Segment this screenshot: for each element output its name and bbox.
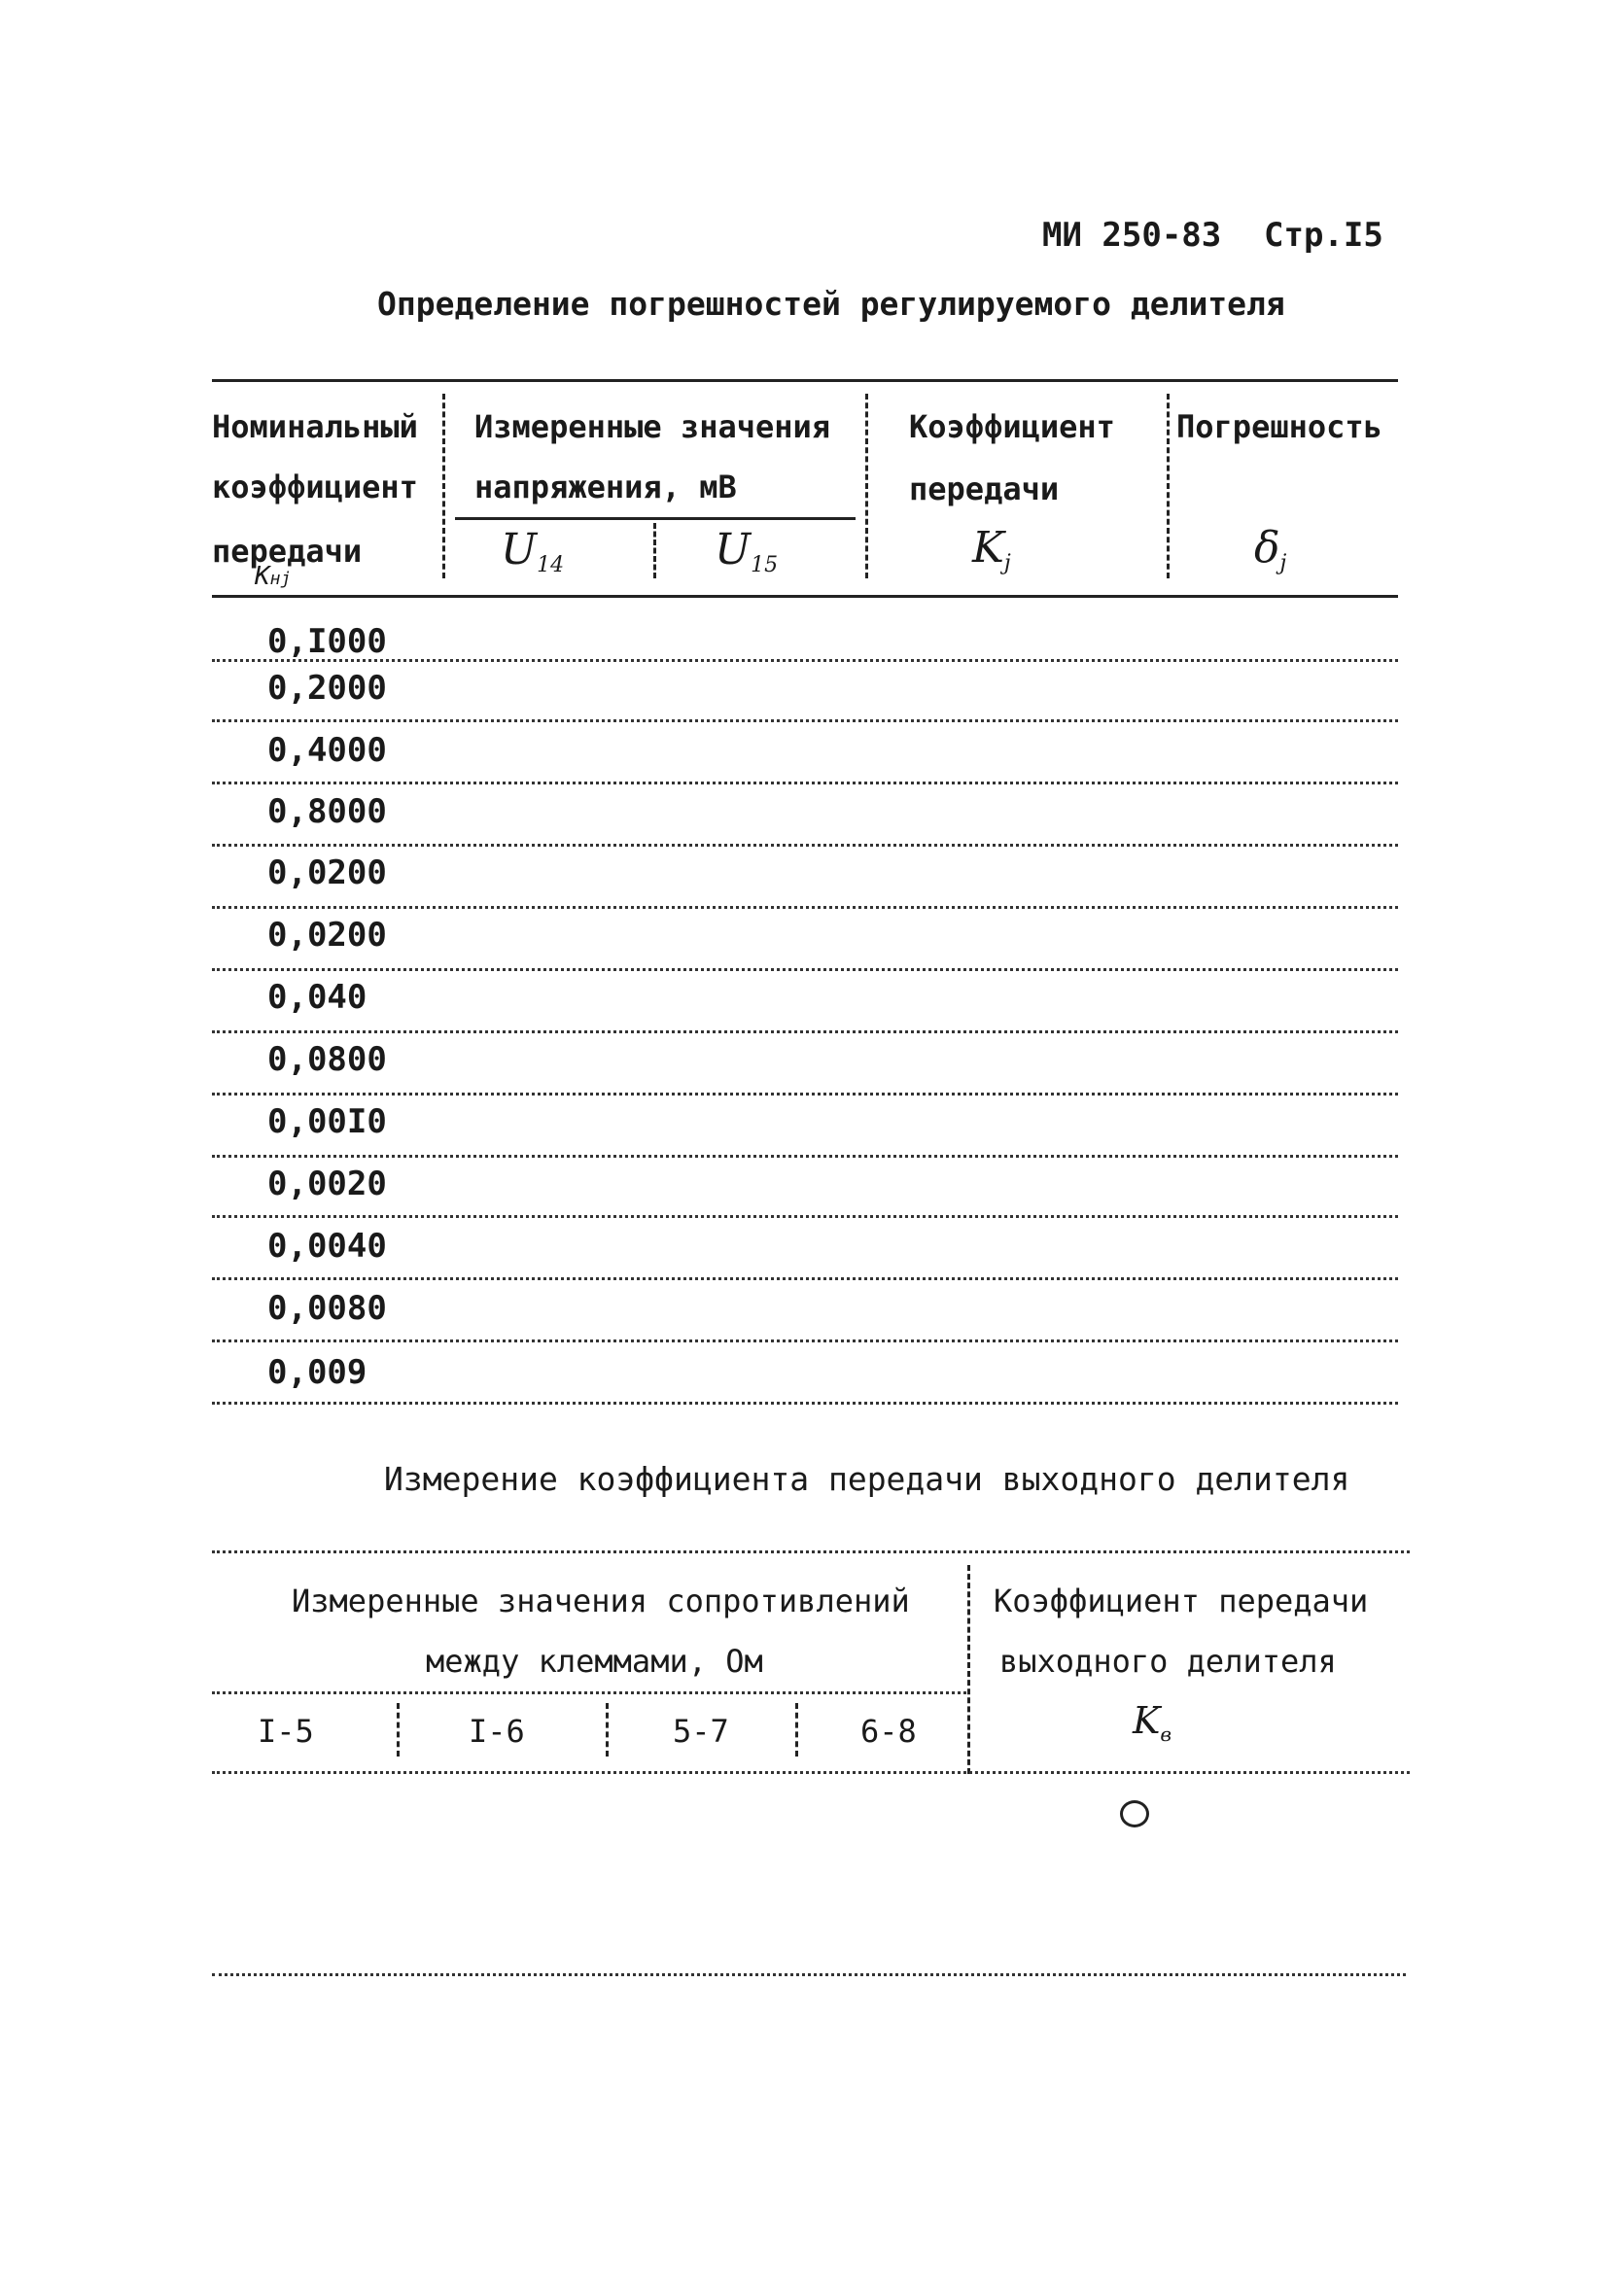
col-nominal-line1: Номинальный [212, 408, 418, 445]
row-divider [212, 1093, 1398, 1096]
table-top-border [212, 379, 1398, 382]
table-row: 0,4000 [267, 731, 387, 770]
table-row: 0,009 [267, 1353, 367, 1392]
row-divider [212, 782, 1398, 784]
terminal-label: I-6 [469, 1713, 525, 1750]
u14-u15-divider [653, 523, 656, 578]
page-number: Стр.I5 [1264, 216, 1383, 255]
header-divider-2 [865, 394, 868, 578]
terminal-divider [397, 1703, 400, 1757]
table-row: 0,0020 [267, 1165, 387, 1203]
col-nominal-line2: коэффициент [212, 469, 418, 505]
col-nominal-symbol: Kнj [255, 562, 292, 591]
table2-top-border [212, 1550, 1410, 1553]
row-divider [212, 968, 1398, 971]
table-row: 0,0800 [267, 1040, 387, 1079]
page-footer-line [212, 1973, 1406, 1976]
u14-label: $U_{14}$ [501, 525, 565, 577]
col-coef-line1: Коэффициент [909, 408, 1115, 445]
table-row: 0,2000 [267, 669, 387, 708]
terminal-divider [795, 1703, 798, 1757]
col-output-coef-line1: Коэффициент передачи [994, 1583, 1369, 1619]
terminals-header-line [212, 1691, 966, 1694]
row-divider [212, 719, 1398, 722]
document-code: МИ 250-83 [1042, 216, 1222, 255]
header-divider-3 [1167, 394, 1170, 578]
col-nominal-line3: передачи [212, 533, 363, 570]
coef-symbol: $K_j$ [972, 523, 1011, 575]
table-row: 0,I000 [267, 622, 387, 661]
table-row: 0,0200 [267, 916, 387, 955]
u15-label: $U_{15}$ [715, 525, 779, 577]
terminal-divider [606, 1703, 609, 1757]
table-row: 0,0080 [267, 1289, 387, 1328]
terminal-label: 5-7 [673, 1713, 729, 1750]
row-divider [212, 1030, 1398, 1033]
header-bottom-border [212, 595, 1398, 598]
terminal-label: 6-8 [860, 1713, 917, 1750]
row-divider [212, 659, 1398, 662]
row-divider [212, 1215, 1398, 1218]
table-row: 0,8000 [267, 792, 387, 831]
row-divider [212, 1277, 1398, 1280]
table2-bottom-border [212, 1771, 1410, 1774]
row-divider [212, 844, 1398, 847]
col-resistance-line2: между клеммами, Ом [426, 1643, 763, 1680]
table-row: 0,00I0 [267, 1102, 387, 1141]
terminal-label: I-5 [258, 1713, 314, 1750]
col-measured-line1: Измеренные значения [474, 408, 831, 445]
col-output-coef-line2: выходного делителя [999, 1643, 1337, 1680]
table-row: 0,0200 [267, 853, 387, 892]
row-divider [212, 1155, 1398, 1158]
col-error-line1: Погрешность [1176, 408, 1382, 445]
row-divider [212, 1339, 1398, 1342]
table-row: 0,040 [267, 978, 367, 1017]
error-symbol: $\delta_j$ [1254, 523, 1287, 575]
section2-title: Измерение коэффициента передачи выходного делителя [384, 1460, 1350, 1498]
section1-title: Определение погрешностей регулируемого делителя [377, 285, 1285, 323]
header-divider-1 [442, 394, 445, 578]
table-row: 0,0040 [267, 1227, 387, 1266]
col-resistance-line1: Измеренные значения сопротивлений [292, 1583, 910, 1619]
output-coef-symbol: $K_в$ [1133, 1699, 1172, 1746]
col-coef-line2: передачи [909, 470, 1060, 507]
table2-main-divider [967, 1565, 970, 1774]
ink-mark [1120, 1800, 1149, 1827]
table-bottom-border [212, 1402, 1398, 1405]
row-divider [212, 906, 1398, 909]
col-measured-line2: напряжения, мВ [474, 469, 737, 505]
measured-subheader-line [455, 517, 856, 520]
